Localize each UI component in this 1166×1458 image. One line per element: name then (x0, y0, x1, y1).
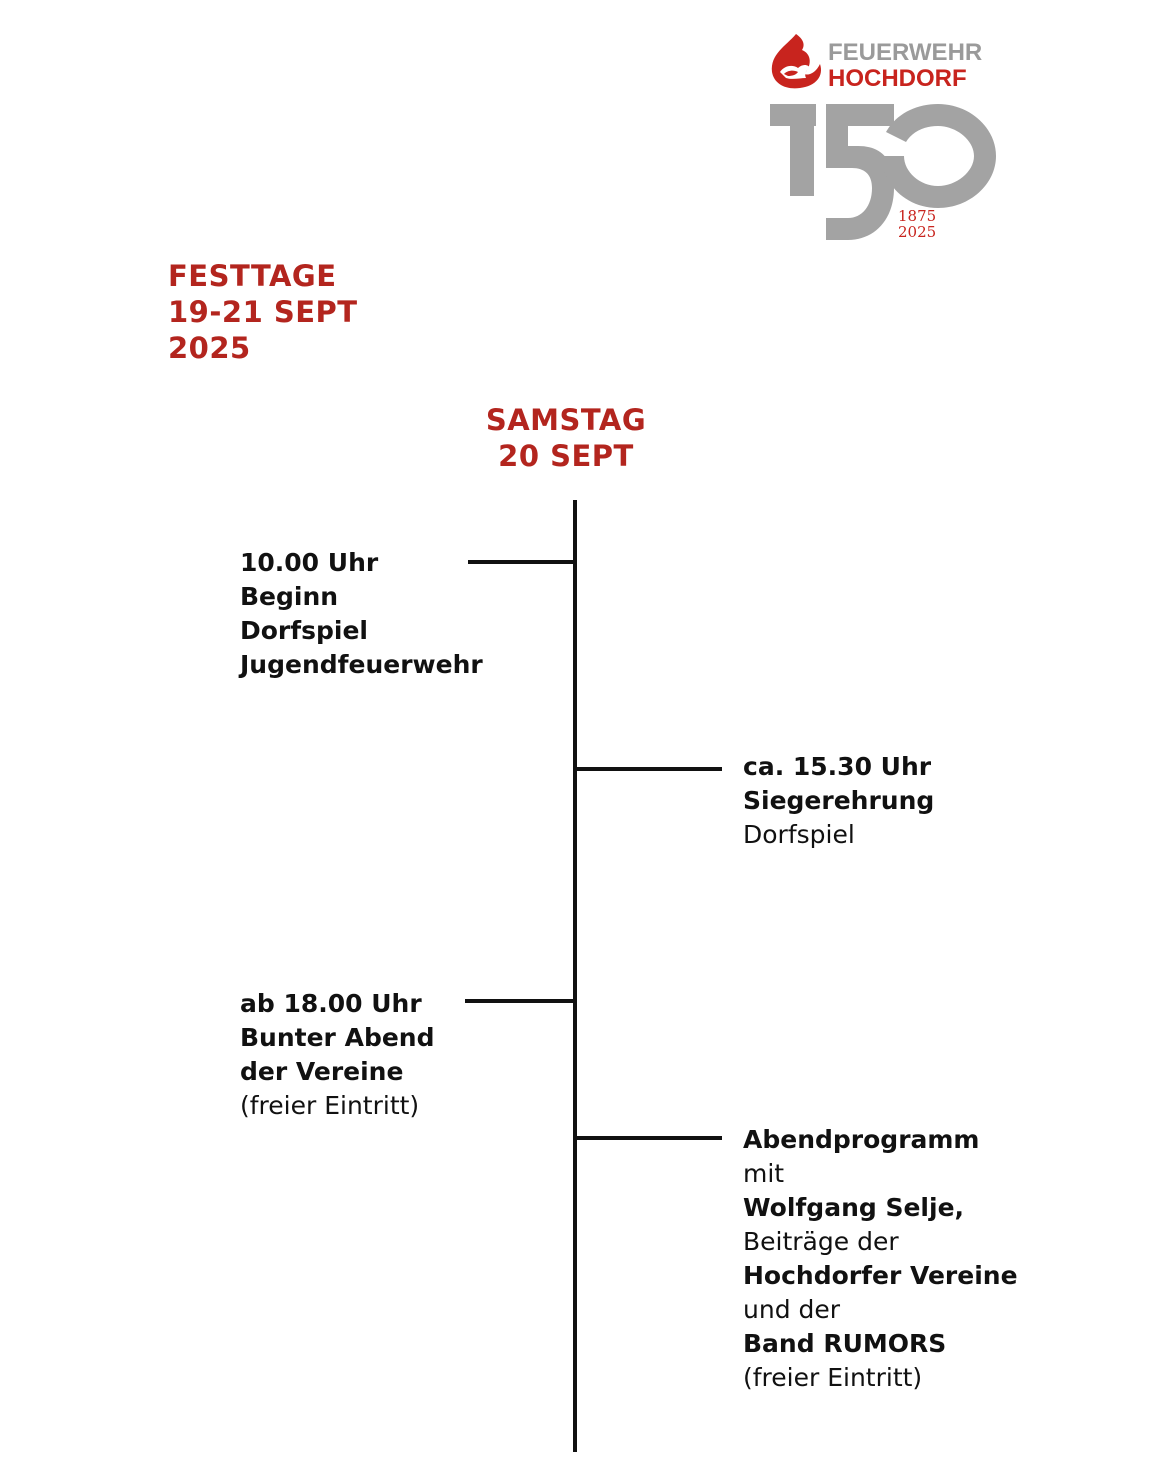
festtage-heading (168, 258, 358, 366)
event-1-line2: Beginn (240, 582, 339, 611)
event-1-line3: Dorfspiel (240, 616, 369, 645)
timeline-tick-2 (575, 767, 722, 771)
day-line2: 20 SEPT (498, 439, 634, 473)
event-1 (240, 546, 483, 682)
event-3-time: ab 18.00 Uhr (240, 989, 422, 1018)
event-4-line3: Wolfgang Selje, (743, 1193, 965, 1222)
event-3-line2: Bunter Abend (240, 1023, 435, 1052)
event-4-line6: und der (743, 1295, 841, 1324)
flame-lion-icon (772, 34, 821, 88)
logo-year-end: 2025 (898, 223, 937, 241)
timeline-tick-1 (468, 560, 575, 564)
event-2-line2: Siegerehrung (743, 786, 935, 815)
event-4-line5: Hochdorfer Vereine (743, 1261, 1018, 1290)
event-4-line1: Abendprogramm (743, 1125, 980, 1154)
event-4 (743, 1123, 1018, 1395)
festtage-line1: FESTTAGE (168, 259, 337, 293)
day-heading (466, 402, 666, 474)
event-4-line2: mit (743, 1159, 785, 1188)
event-3-line3: der Vereine (240, 1057, 404, 1086)
event-2-line3: Dorfspiel (743, 820, 855, 849)
event-4-line7: Band RUMORS (743, 1329, 947, 1358)
event-2-time: ca. 15.30 Uhr (743, 752, 932, 781)
logo-title-feuerwehr: FEUERWEHR (828, 39, 983, 66)
logo-title-hochdorf: HOCHDORF (828, 65, 967, 92)
day-line1: SAMSTAG (485, 403, 647, 437)
event-3-line4: (freier Eintritt) (240, 1091, 420, 1120)
logo-years (898, 208, 936, 240)
event-3 (240, 987, 434, 1123)
event-4-line4: Beiträge der (743, 1227, 899, 1256)
timeline-tick-3 (465, 999, 575, 1003)
logo-150-number (770, 104, 996, 240)
event-2 (743, 750, 934, 852)
timeline-tick-4 (575, 1136, 722, 1140)
festtage-line3: 2025 (168, 331, 251, 365)
festtage-line2: 19-21 SEPT (168, 295, 358, 329)
event-1-time: 10.00 Uhr (240, 548, 379, 577)
event-1-line4: Jugendfeuerwehr (240, 650, 483, 679)
event-4-line8: (freier Eintritt) (743, 1363, 923, 1392)
logo-year-start: 1875 (898, 207, 937, 225)
timeline-axis (573, 500, 577, 1452)
logo (766, 28, 1006, 250)
